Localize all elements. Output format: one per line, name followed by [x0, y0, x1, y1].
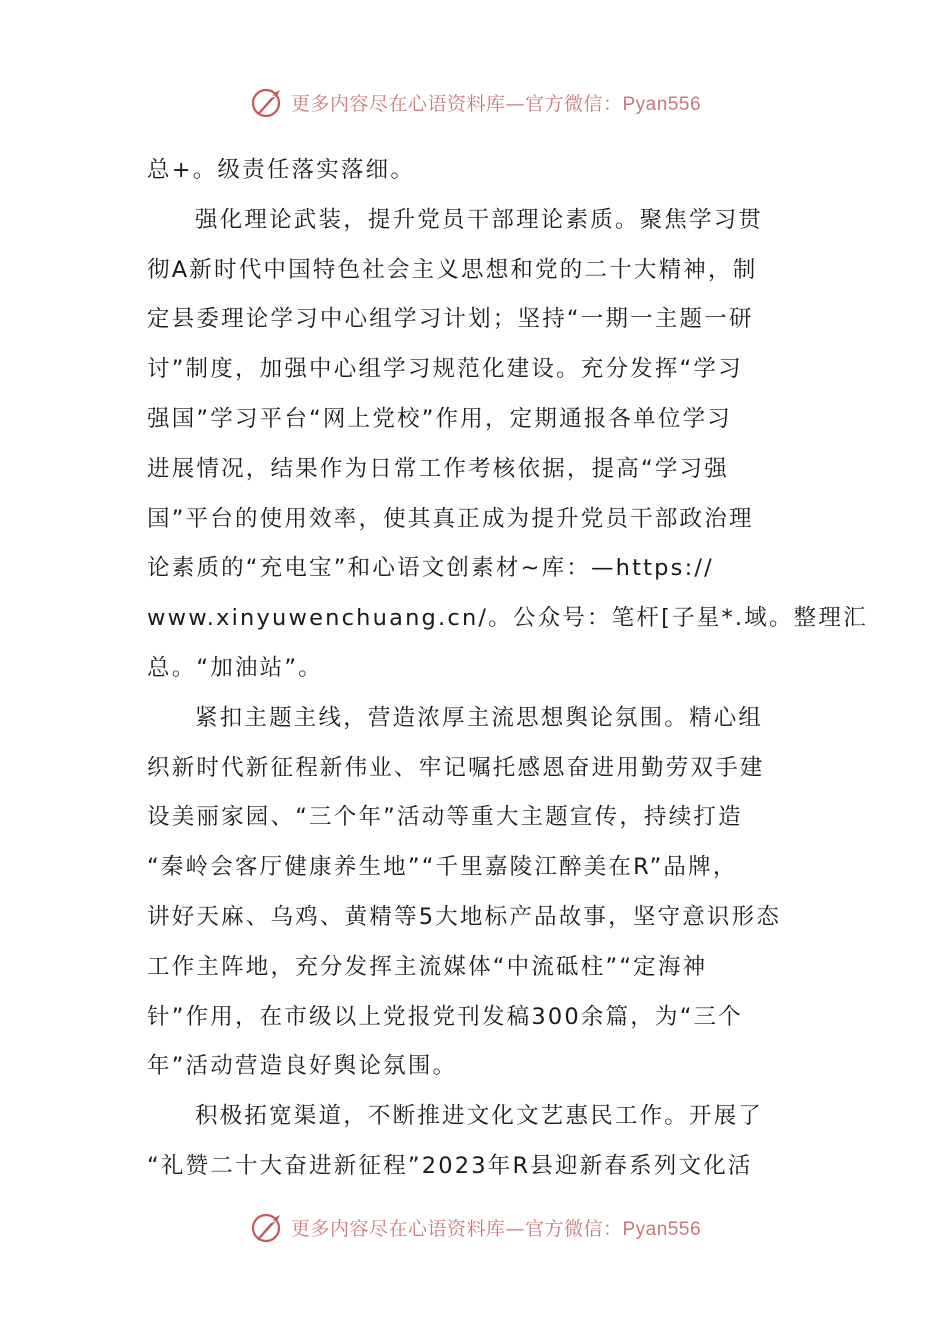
text-line: “秦岭会客厅健康养生地”“千里嘉陵江醉美在R”品牌，	[147, 854, 738, 881]
page-header	[0, 84, 950, 120]
text-line: 针”作用，在市级以上党报党刊发稿300余篇，为“三个	[147, 1003, 743, 1030]
header-text: 更多内容尽在心语资料库—官方微信：Pyan556	[290, 92, 702, 115]
page-footer	[0, 1209, 950, 1245]
pen-logo-icon	[249, 1209, 285, 1245]
text-line: www.xinyuwenchuang.cn/。公众号：笔杆[子星*.域。整理汇	[147, 605, 868, 632]
text-line: 织新时代新征程新伟业、牢记嘱托感恩奋进用勤劳双手建	[147, 754, 765, 781]
text-line: 积极拓宽渠道，不断推进文化文艺惠民工作。开展了	[195, 1103, 764, 1130]
text-line: 进展情况，结果作为日常工作考核依据，提高“学习强	[147, 455, 729, 482]
text-line: 设美丽家园、“三个年”活动等重大主题宣传，持续打造	[147, 804, 743, 831]
text-line: 论素质的“充电宝”和心语文创素材~库：—https://	[147, 555, 714, 582]
text-line: 强国”学习平台“网上党校”作用，定期通报各单位学习	[147, 405, 732, 432]
text-line: 工作主阵地，充分发挥主流媒体“中流砥柱”“定海神	[147, 953, 708, 980]
text-line: 彻A新时代中国特色社会主义思想和党的二十大精神，制	[147, 256, 758, 283]
text-line: “礼赞二十大奋进新征程”2023年R县迎新春系列文化活	[147, 1152, 753, 1179]
text-line: 年”活动营造良好舆论氛围。	[147, 1053, 458, 1080]
text-line: 总+。级责任落实落细。	[147, 157, 416, 183]
text-line: 定县委理论学习中心组学习计划；坚持“一期一主题一研	[147, 306, 754, 333]
pen-logo-icon	[249, 84, 285, 120]
text-line: 国”平台的使用效率，使其真正成为提升党员干部政治理	[147, 505, 754, 532]
text-line: 总。“加油站”。	[147, 654, 323, 681]
text-line: 讲好天麻、乌鸡、黄精等5大地标产品故事，坚守意识形态	[147, 903, 782, 930]
text-line: 紧扣主题主线，营造浓厚主流思想舆论氛围。精心组	[195, 704, 764, 731]
text-line: 强化理论武装，提升党员干部理论素质。聚焦学习贯	[195, 206, 764, 233]
footer-text: 更多内容尽在心语资料库—官方微信：Pyan556	[290, 1217, 702, 1240]
document-body	[147, 146, 868, 1192]
text-line: 讨”制度，加强中心组学习规范化建设。充分发挥“学习	[147, 356, 743, 383]
